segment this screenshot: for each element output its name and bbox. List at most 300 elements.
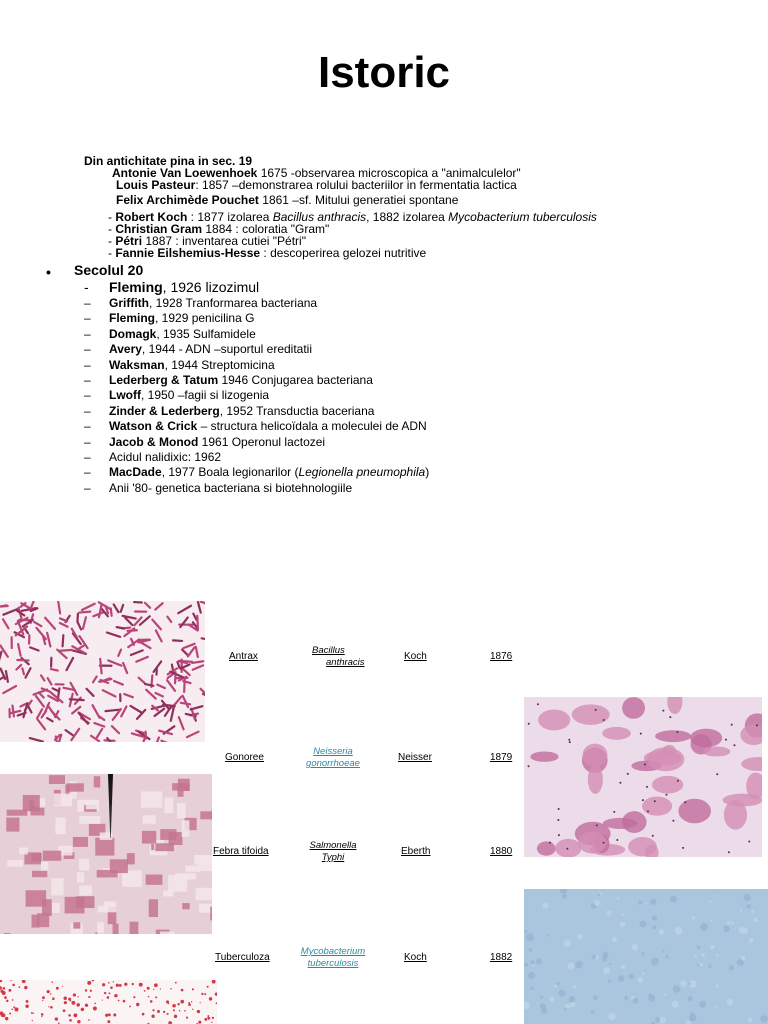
list-item: – Griffith, 1928 Tranformarea bacteriana [84,296,318,310]
disease-febra-tifoida: Febra tifoida [213,846,269,857]
blue-texture-dot [593,995,598,1000]
blue-texture-dot [541,1008,547,1014]
stain-blotch [185,866,200,872]
speck [32,1012,34,1014]
tissue-dot [684,801,686,803]
rod-bacterium [114,604,119,612]
stain-blotch [51,878,63,895]
blue-texture-dot [697,964,699,966]
stain-blotch [130,922,139,934]
rod-bacterium [198,602,201,613]
blue-texture-dot [714,1006,717,1009]
stain-blotch [146,875,163,885]
rod-bacterium [131,650,143,655]
rod-bacterium [56,736,57,742]
speck [55,1017,58,1020]
speck [123,1000,126,1003]
rod-bacterium [12,706,14,717]
blue-texture-dot [603,967,610,974]
intro-line-hesse: - Fannie Eilshemius-Hesse : descoperirea gelozei nutritive [108,246,427,260]
speck [209,997,213,1001]
rod-bacterium [201,602,205,605]
blue-texture-dot [526,933,534,941]
list-item: – Domagk, 1935 Sulfamidele [84,326,256,341]
tissue-dot [613,811,615,813]
tissue-dot [672,820,674,822]
blue-texture-dot [524,1002,530,1010]
blue-texture-dot [727,921,731,925]
stain-blotch [49,775,65,784]
rod-bacterium [0,606,8,607]
tissue-cell [530,752,558,762]
page-title: Istoric [317,48,451,97]
speck [119,984,122,987]
stain-blotch [97,922,104,934]
speck [139,983,143,987]
speck [152,1009,154,1011]
speck [52,997,55,1000]
tissue-dot [728,851,730,853]
speck [192,988,194,990]
rod-bacterium [20,704,26,707]
speck [154,983,158,987]
blue-texture-dot [525,930,528,933]
blue-texture-dot [639,921,646,928]
agent-tuberculoza-line2[interactable]: tuberculosis [307,958,359,969]
speck [118,1000,120,1002]
speck [85,989,87,991]
speck [41,1016,42,1017]
tissue-dot [616,839,618,841]
rod-bacterium [167,680,175,691]
tissue-cell [703,746,731,756]
stain-blotch [194,855,212,865]
blue-texture-dot [564,940,571,947]
speck [13,1006,15,1008]
rod-bacterium [47,718,52,721]
blue-stain-micrograph [524,889,768,1024]
tissue-dot [644,764,646,766]
rod-bacterium [103,690,116,696]
list-item: – Acidul nalidixic: 1962 [84,450,222,465]
speck [50,993,52,995]
speck [4,996,7,999]
stain-blotch [32,871,47,877]
speck [81,1008,85,1012]
stain-blotch [6,817,19,831]
speck [170,988,172,990]
speck [76,1003,80,1007]
speck [144,990,146,992]
rod-bacterium [31,601,34,607]
agent-tuberculoza-line1[interactable]: Mycobacterium [300,946,366,957]
speck [42,1000,43,1001]
rod-bacterium [152,620,161,630]
speck [163,1011,165,1013]
blue-texture-dot [530,987,533,990]
rod-bacterium [45,618,55,629]
speck [3,987,6,990]
tissue-dot [558,808,560,810]
blue-texture-pattern [524,889,768,1024]
rod-bacterium [128,630,137,631]
speck [18,986,20,988]
stain-blotch [52,903,60,913]
stain-blotch [210,907,212,921]
list-item: - Fleming, 1926 lizozimul [84,279,260,295]
gonorrhea-micrograph [0,774,212,934]
blue-texture-dot [752,910,755,913]
blue-texture-dot [700,923,708,931]
stain-blotch [95,838,114,856]
stain-blotch [160,829,176,840]
tissue-dot [603,719,605,721]
rod-bacterium [179,717,184,729]
speck [25,1005,28,1008]
blue-texture-dot [524,963,528,967]
blue-texture-dot [727,999,733,1005]
year-febra: 1880 [490,846,513,857]
speck [77,996,78,997]
tissue-dot [646,786,648,788]
tissue-cell [667,697,682,714]
tissue-dot [528,765,530,767]
list-item: – Watson & Crick – structura helicoïdala a moleculei de ADN [84,419,427,434]
tissue-cell [578,832,606,854]
list-item: – Waksman, 1944 Streptomicina [84,357,275,372]
stain-blotch [54,793,72,806]
stain-blotch [178,787,184,797]
discoverer-gonoree: Neisser [398,752,432,763]
speck [88,1019,90,1021]
stain-blotch [73,922,80,928]
rod-bacterium [99,605,101,617]
stain-blotch [141,791,163,807]
rod-bacterium [63,635,64,646]
speck [42,996,45,999]
blue-texture-dot [741,956,746,961]
disease-antrax: Antrax [229,651,258,662]
rod-bacterium [106,710,120,711]
speck [150,1000,153,1003]
tissue-dot [619,782,621,784]
intro-line-gram: - Christian Gram 1884 : coloratia "Gram" [108,222,330,236]
blue-texture-dot [632,998,638,1004]
blue-texture-dot [717,895,719,897]
stain-blotch [199,904,212,913]
speck [73,1013,77,1017]
stain-blotch [177,803,186,818]
blue-texture-dot [567,963,574,970]
tissue-dot [549,842,551,844]
rod-bacterium [131,706,142,712]
agent-gonoree-line2[interactable]: gonorrhoeae [306,758,360,769]
speck [184,1010,186,1012]
speck [166,1000,169,1003]
speck [56,987,59,990]
blue-texture-dot [542,902,549,909]
speck [179,1010,180,1011]
speck [26,1000,29,1003]
rod-bacterium [48,678,52,684]
speck [212,980,216,984]
rod-bacterium [37,628,46,639]
speck [90,990,92,992]
blue-texture-dot [577,934,583,940]
stain-blotch [77,872,84,882]
tissue-dot [677,780,679,782]
list-item: – Jacob & Monod 1961 Operonul lactozei [84,434,326,449]
speck [88,996,90,998]
blue-texture-dot [558,989,565,996]
speck [68,1014,71,1017]
stain-blotch [79,816,100,824]
blue-texture-dot [591,1010,595,1014]
blue-texture-dot [688,982,691,985]
stain-blotch [94,776,100,787]
tissue-cell [622,697,645,719]
blue-texture-dot [686,1020,691,1024]
speck [5,1017,8,1020]
blue-texture-dot [740,909,743,912]
tissue-dot [627,773,629,775]
blue-texture-dot [652,925,656,929]
rod-bacterium [193,665,203,669]
rod-bacterium [187,732,199,737]
speck [31,1012,33,1014]
rod-bacterium [183,644,194,648]
agent-febra-line2: Typhi [321,852,345,863]
speck [6,1000,8,1002]
intro-header: Din antichitate pina in sec. 19 [84,154,253,168]
discoverer-tuberculoza: Koch [404,952,427,963]
stain-blotch [127,853,135,864]
rod-bacterium [3,686,16,693]
speck [148,996,150,998]
speck [15,1008,19,1012]
speck [124,983,127,986]
speck-pattern [0,980,217,1024]
stain-blotch [160,932,174,934]
tissue-dot [662,710,664,712]
blue-texture-dot [655,1017,660,1022]
rod-bacterium [155,737,159,742]
rod-bacterium [60,623,68,627]
agent-gonoree-line1[interactable]: Neisseria [313,746,353,757]
speck [12,999,14,1001]
rod-bacterium [184,679,185,692]
rod-bacterium [192,661,203,663]
list-item: – Lederberg & Tatum 1946 Conjugarea bacteriana [84,373,373,388]
rod-bacterium [118,650,121,656]
discoverer-febra: Eberth [401,846,431,857]
agent-antrax-line2: anthracis [326,657,365,668]
blue-texture-dot [729,965,734,970]
blue-texture-dot [557,982,560,985]
rod-bacterium [121,707,126,717]
blue-texture-dot [670,896,677,903]
speck [93,1007,97,1011]
blue-texture-dot [672,1001,679,1008]
speck [110,986,113,989]
list-item: – Lwoff, 1950 –fagii si lizogenia [84,388,270,403]
speck [181,989,184,992]
blue-texture-dot [673,985,680,992]
rod-bacterium [156,630,162,641]
tissue-dot [725,739,727,741]
speck [102,983,105,986]
speck [73,993,76,996]
rod-bacterium [6,671,8,682]
rod-bacterium [83,617,86,628]
blue-texture-dot [744,894,751,901]
stain-blotch [42,899,52,916]
list-item: – Fleming, 1929 penicilina G [84,311,255,326]
year-tuberculoza: 1882 [490,952,513,963]
tissue-dot [569,741,571,743]
speck [192,1009,193,1010]
blue-texture-dot [650,898,656,904]
speck [0,986,2,989]
stain-blotch [43,851,61,861]
rod-bacteria-pattern [0,601,205,742]
rod-bacterium [39,692,44,697]
rod-bacterium [128,639,139,647]
rod-bacterium [22,668,24,674]
speck [10,980,12,981]
rod-bacterium [0,652,1,662]
blue-texture-dot [659,1017,666,1024]
rod-bacterium [41,675,44,680]
speck [92,980,94,981]
blue-texture-dot [642,972,645,975]
speck [71,1001,75,1005]
rod-bacterium [79,612,90,613]
speck [157,1010,160,1013]
rod-bacterium [157,685,165,688]
stain-blotch [149,899,158,917]
blue-texture-dot [617,897,620,900]
rod-bacterium [59,650,72,651]
stain-blotch [55,817,65,834]
rod-bacterium [125,618,132,625]
speck [102,999,103,1000]
speck [47,990,50,993]
rod-bacterium [177,662,179,668]
rod-bacterium [67,658,74,670]
speck [108,1013,111,1016]
tissue-cell [741,757,762,771]
stain-blotch [67,783,84,791]
rod-bacterium [99,716,104,720]
tissue-cell [537,841,556,855]
speck [207,1015,209,1017]
blue-texture-dot [709,965,712,968]
rod-bacterium [156,693,163,696]
rod-bacterium [3,609,17,614]
rod-bacterium [146,690,156,699]
rod-bacterium [117,627,125,628]
blue-texture-dot [548,935,550,937]
blue-texture-dot [624,996,628,1000]
rod-bacterium [155,603,162,609]
blue-texture-dot [554,985,557,988]
typhoid-tissue-micrograph [524,697,762,857]
tissue-cell [690,729,722,748]
stain-blotch [19,847,28,854]
rod-bacterium [47,633,50,647]
rod-bacterium [66,730,73,735]
century-list [84,279,429,496]
speck [147,987,150,990]
list-item: – Zinder & Lederberg, 1952 Transductia baceriana [84,403,375,418]
speck [108,982,110,984]
section-heading: Secolul 20 [74,262,144,278]
tissue-dot [676,731,678,733]
stain-blotch [143,815,156,823]
speck [63,997,67,1001]
rod-bacterium [197,616,198,630]
blue-texture-dot [739,927,745,933]
speck [85,1004,88,1007]
speck [177,1003,179,1005]
tissue-cell [678,799,711,824]
blue-texture-dot [694,955,697,958]
speck [191,1001,192,1002]
blue-texture-dot [753,918,757,922]
rod-bacterium [161,741,171,742]
speck [173,1009,175,1011]
rod-bacterium [70,699,84,700]
rod-bacterium [51,669,58,670]
tissue-dot [640,733,642,735]
speck [105,1014,108,1017]
rod-bacterium [3,619,8,628]
blue-texture-dot [594,900,600,906]
blue-texture-dot [628,974,633,979]
tuberculosis-micrograph [0,980,217,1024]
rod-bacterium [163,705,175,706]
tissue-dot [652,835,654,837]
blue-texture-dot [562,894,567,899]
blue-texture-dot [597,893,600,896]
speck [142,1013,145,1016]
rod-bacterium [82,604,95,610]
rod-bacterium [203,694,205,700]
tissue-dot [731,724,733,726]
tissue-cell [628,837,657,856]
stain-blotch [86,801,99,810]
speck [69,1019,72,1022]
blue-texture-dot [664,993,667,996]
intro-line-koch: - Robert Koch : 1877 izolarea Bacillus anthracis, 1882 izolarea Mycobacterium tuberculosis [108,210,597,224]
speck [197,1010,200,1013]
blue-texture-dot [608,1013,616,1021]
tissue-cell [555,839,581,857]
rod-bacterium [97,729,102,738]
speck [2,1013,6,1017]
stain-blotch [168,875,187,892]
rod-bacterium [191,706,203,709]
intro-line-petri: - Pétri 1887 : inventarea cutiei "Pétri" [108,234,306,248]
blue-texture-dot [608,980,611,983]
blue-texture-dot [723,926,729,932]
rod-bacterium [53,688,59,691]
rod-bacterium [196,647,198,657]
speck [8,989,11,992]
blue-texture-dot [529,948,533,952]
blue-texture-dot [662,950,664,952]
